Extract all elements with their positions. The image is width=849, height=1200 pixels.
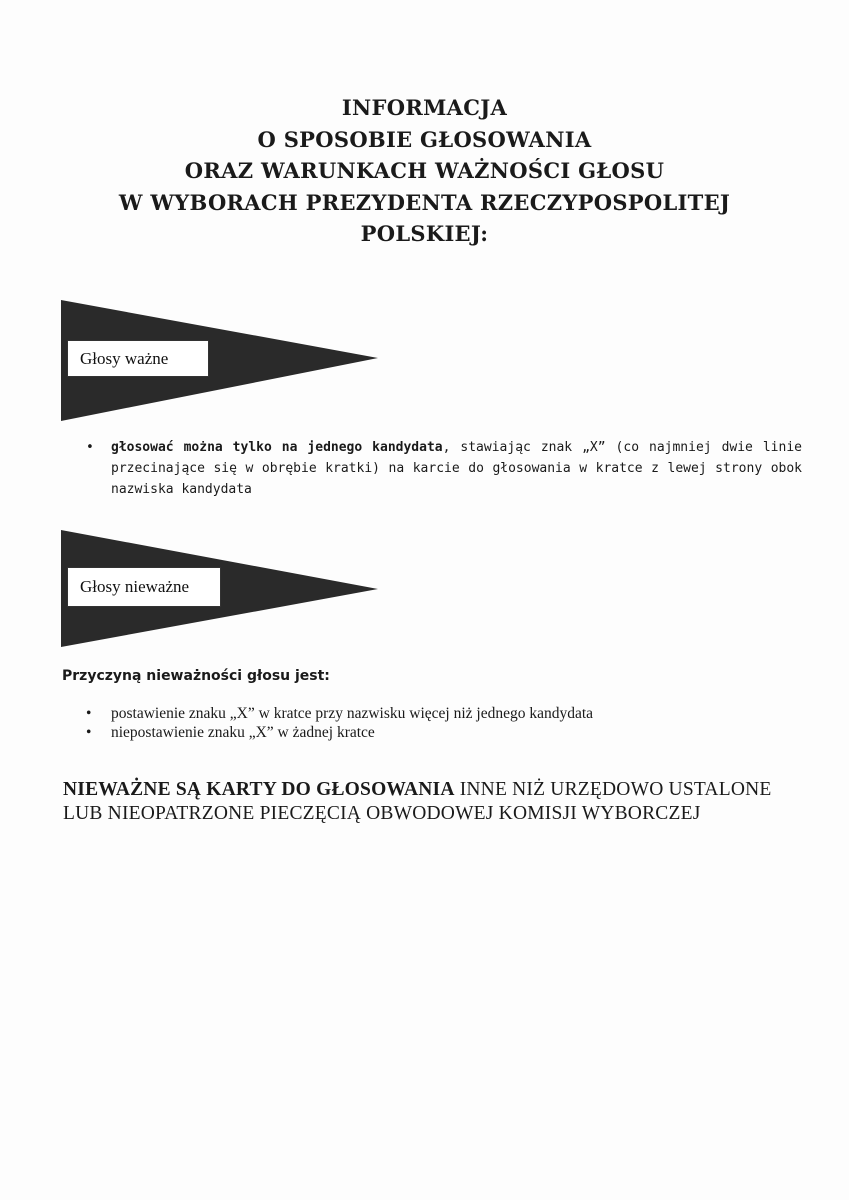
title-line: O SPOSOBIE GŁOSOWANIA (257, 126, 592, 152)
rule-text: , stawiając znak „X” (co najmniej dwie linie przecinające się w obrębie kratki) na karcie do głosowania w kratce z lewej strony obok nazwiska kandydata (111, 440, 802, 497)
invalid-votes-label: Głosy nieważne (67, 567, 221, 607)
bullet-icon: • (86, 724, 92, 741)
rule-emphasis: głosować można tylko na jednego kandydata (111, 440, 443, 455)
list-item (86, 723, 746, 742)
title-line: W WYBORACH PREZYDENTA RZECZYPOSPOLITEJ (118, 189, 731, 215)
invalid-ballots-notice (63, 778, 813, 826)
invalid-reasons-list (86, 704, 746, 742)
title-line: POLSKIEJ: (360, 221, 489, 246)
bullet-icon: • (86, 705, 92, 722)
title-line: INFORMACJA (341, 95, 508, 120)
notice-line (63, 778, 813, 802)
valid-votes-pennant (61, 300, 379, 422)
notice-text: INNE NIŻ URZĘDOWO USTALONE (454, 779, 772, 800)
title-line: ORAZ WARUNKACH WAŻNOŚCI GŁOSU (184, 158, 665, 183)
valid-votes-label: Głosy ważne (67, 340, 209, 377)
list-item (86, 704, 746, 723)
bullet-icon: • (86, 440, 94, 455)
reason-text: postawienie znaku „X” w kratce przy nazwisku więcej niż jednego kandydata (111, 705, 594, 722)
invalid-votes-pennant (61, 530, 379, 648)
notice-line: LUB NIEOPATRZONE PIECZĘCIĄ OBWODOWEJ KOMISJI WYBORCZEJ (63, 803, 701, 824)
list-item (86, 437, 802, 500)
notice-emphasis: NIEWAŻNE SĄ KARTY DO GŁOSOWANIA (63, 779, 455, 800)
valid-votes-rules (86, 437, 802, 500)
invalid-reasons-heading: Przyczyną nieważności głosu jest: (62, 668, 330, 684)
reason-text: niepostawienie znaku „X” w żadnej kratce (111, 724, 375, 741)
document-title (0, 92, 849, 250)
